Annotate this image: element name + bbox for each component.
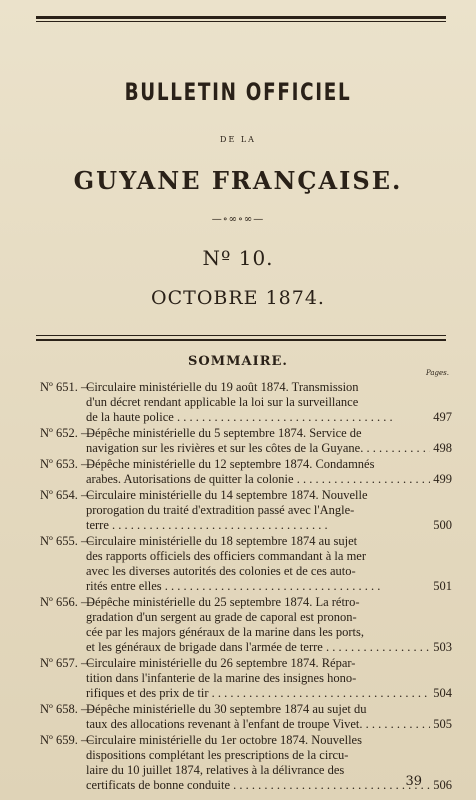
entry-line: Dépêche ministérielle du 30 septembre 1874 au sujet du	[86, 702, 367, 716]
entry-line: arabes. Autorisations de quitter la colonie . . .	[86, 472, 430, 487]
pages-column-label: Pages.	[425, 369, 449, 377]
entry-page-number: 501	[433, 579, 452, 593]
entry-line: prorogation du traité d'extradition passé avec l'Angle-	[86, 503, 355, 517]
entry-page-number: 505	[433, 717, 452, 731]
entry-line: gradation d'un sergent au grade de caporal est pronon-	[86, 610, 357, 624]
issue-date: OCTOBRE 1874.	[151, 287, 325, 309]
entry-line: rités entre elles . . .	[86, 579, 430, 594]
entry-text	[86, 488, 452, 533]
entry-number: Nº 653. —	[40, 457, 94, 471]
entry-text	[86, 457, 452, 487]
summary-heading: SOMMAIRE.	[188, 354, 288, 369]
entry-text	[86, 702, 452, 732]
entry-text	[86, 656, 452, 701]
entry-line: et les généraux de brigade dans l'armée de terre . . .	[86, 640, 430, 655]
toc-entry	[36, 380, 452, 425]
toc-entry	[36, 457, 452, 487]
entry-text	[86, 534, 452, 594]
toc-entry	[36, 534, 452, 594]
entry-line: des rapports officiels des officiers commandant à la mer	[86, 549, 366, 563]
entry-line: Circulaire ministérielle du 26 septembre 1874. Répar-	[86, 656, 356, 670]
entry-page-number: 504	[433, 686, 452, 700]
entry-page-number: 500	[433, 518, 452, 532]
entry-line: Dépêche ministérielle du 25 septembre 1874. La rétro-	[86, 595, 360, 609]
entry-number: Nº 651. —	[40, 380, 94, 394]
toc-entry	[36, 488, 452, 533]
entry-line: Dépêche ministérielle du 12 septembre 1874. Condamnés	[86, 457, 375, 471]
toc-entry	[36, 595, 452, 655]
entry-text	[86, 380, 452, 425]
entry-line: Circulaire ministérielle du 18 septembre 1874 au sujet	[86, 534, 358, 548]
toc-entry	[36, 702, 452, 732]
entry-line: Circulaire ministérielle du 14 septembre 1874. Nouvelle	[86, 488, 368, 502]
page-folio: 39	[405, 774, 422, 789]
entry-number: Nº 659. —	[40, 733, 94, 747]
top-double-rule	[36, 16, 446, 22]
entry-page-number: 506	[433, 778, 452, 792]
title-connector: DE LA	[220, 135, 256, 144]
entry-line: navigation sur les rivières et sur les côtes de la Guyane. . . .	[86, 441, 430, 456]
colony-title: GUYANE FRANÇAISE.	[73, 166, 403, 195]
entry-text	[86, 426, 452, 456]
entry-page-number: 498	[433, 441, 452, 455]
entry-line: d'un décret rendant applicable la loi sur la surveillance	[86, 395, 359, 409]
entry-number: Nº 652. —	[40, 426, 94, 440]
entry-number: Nº 656. —	[40, 595, 94, 609]
entry-number: Nº 658. —	[40, 702, 94, 716]
table-of-contents	[36, 380, 452, 794]
entry-text	[86, 595, 452, 655]
entry-line: cée par les majors généraux de la marine dans les ports,	[86, 625, 365, 639]
entry-number: Nº 657. —	[40, 656, 94, 670]
entry-line: avec les diverses autorités des colonies et de ces auto-	[86, 564, 356, 578]
toc-entry	[36, 426, 452, 456]
entry-line: Circulaire ministérielle du 1er octobre 1874. Nouvelles	[86, 733, 362, 747]
entry-line: dispositions complétant les prescriptions de la circu-	[86, 748, 349, 762]
entry-line: taux des allocations revenant à l'enfant de troupe Vivet. . . .	[86, 717, 430, 732]
entry-line: de la haute police . . .	[86, 410, 430, 425]
entry-number: Nº 655. —	[40, 534, 94, 548]
entry-page-number: 497	[433, 410, 452, 424]
middle-double-rule	[36, 335, 446, 341]
issue-number: Nº 10.	[202, 246, 274, 270]
entry-line: tition dans l'infanterie de la marine des insignes hono-	[86, 671, 357, 685]
entry-page-number: 499	[433, 472, 452, 486]
entry-number: Nº 654. —	[40, 488, 94, 502]
ornament-divider: —∘∞∘∞—	[211, 214, 265, 225]
entry-line: laire du 10 juillet 1874, relatives à la délivrance des	[86, 763, 345, 777]
entry-text	[86, 733, 452, 793]
bulletin-title: BULLETIN OFFICIEL	[124, 78, 352, 106]
toc-entry	[36, 656, 452, 701]
entry-line: Circulaire ministérielle du 19 août 1874. Transmission	[86, 380, 359, 394]
entry-page-number: 503	[433, 640, 452, 654]
entry-line: rifiques et des prix de tir . . .	[86, 686, 430, 701]
entry-line: Dépêche ministérielle du 5 septembre 1874. Service de	[86, 426, 362, 440]
toc-entry	[36, 733, 452, 793]
entry-line: terre . . .	[86, 518, 430, 533]
entry-line: certificats de bonne conduite . . .	[86, 778, 430, 793]
